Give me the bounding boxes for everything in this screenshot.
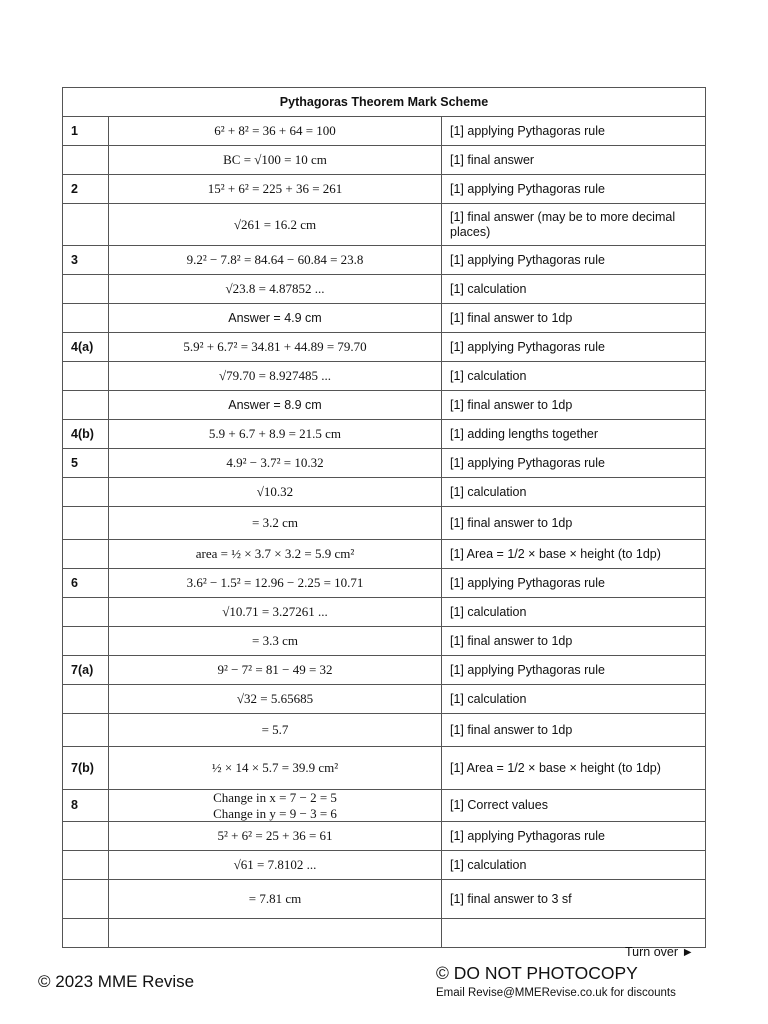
table-row — [63, 478, 706, 507]
working-cell: 6² + 8² = 36 + 64 = 100 — [109, 117, 442, 146]
mark-cell: [1] applying Pythagoras rule — [442, 656, 706, 685]
table-row — [63, 391, 706, 420]
mark-cell: [1] calculation — [442, 598, 706, 627]
question-number — [63, 714, 109, 747]
table-row — [63, 569, 706, 598]
working-cell: 9.2² − 7.8² = 84.64 − 60.84 = 23.8 — [109, 246, 442, 275]
mark-cell: [1] applying Pythagoras rule — [442, 117, 706, 146]
mark-cell: [1] applying Pythagoras rule — [442, 569, 706, 598]
table-row — [63, 304, 706, 333]
working-cell: 4.9² − 3.7² = 10.32 — [109, 449, 442, 478]
table-row — [63, 822, 706, 851]
mark-cell: [1] Area = 1/2 × base × height (to 1dp) — [442, 747, 706, 790]
mark-cell: [1] final answer to 1dp — [442, 304, 706, 333]
mark-cell: [1] final answer to 1dp — [442, 391, 706, 420]
working-cell: 3.6² − 1.5² = 12.96 − 2.25 = 10.71 — [109, 569, 442, 598]
mark-cell: [1] final answer to 1dp — [442, 507, 706, 540]
table-row — [63, 420, 706, 449]
table-row — [63, 598, 706, 627]
question-number: 4(b) — [63, 420, 109, 449]
working-cell — [109, 919, 442, 948]
working-cell: ½ × 14 × 5.7 = 39.9 cm² — [109, 747, 442, 790]
working-cell: Answer = 8.9 cm — [109, 391, 442, 420]
question-number: 8 — [63, 790, 109, 822]
question-number — [63, 598, 109, 627]
working-cell: BC = √100 = 10 cm — [109, 146, 442, 175]
question-number: 7(a) — [63, 656, 109, 685]
working-cell: area = ½ × 3.7 × 3.2 = 5.9 cm² — [109, 540, 442, 569]
working-cell: √61 = 7.8102 ... — [109, 851, 442, 880]
table-row — [63, 919, 706, 948]
mark-cell: [1] adding lengths together — [442, 420, 706, 449]
working-cell: √32 = 5.65685 — [109, 685, 442, 714]
working-cell: √10.71 = 3.27261 ... — [109, 598, 442, 627]
question-number — [63, 304, 109, 333]
question-number — [63, 391, 109, 420]
table-row — [63, 117, 706, 146]
question-number: 7(b) — [63, 747, 109, 790]
question-number — [63, 627, 109, 656]
table-row — [63, 627, 706, 656]
table-row — [63, 540, 706, 569]
question-number: 3 — [63, 246, 109, 275]
mark-scheme-table — [62, 87, 706, 948]
table-row — [63, 507, 706, 540]
working-cell: 5.9² + 6.7² = 34.81 + 44.89 = 79.70 — [109, 333, 442, 362]
table-row — [63, 880, 706, 919]
mark-cell: [1] calculation — [442, 362, 706, 391]
do-not-photocopy-notice: © DO NOT PHOTOCOPY — [436, 963, 638, 983]
working-cell: √23.8 = 4.87852 ... — [109, 275, 442, 304]
working-cell: Answer = 4.9 cm — [109, 304, 442, 333]
working-cell: √79.70 = 8.927485 ... — [109, 362, 442, 391]
working-cell: Change in x = 7 − 2 = 5 Change in y = 9 − 3 = 6 — [109, 790, 442, 822]
working-cell: = 7.81 cm — [109, 880, 442, 919]
mark-cell: [1] final answer (may be to more decimal places) — [442, 204, 706, 246]
table-row — [63, 656, 706, 685]
mark-cell: [1] applying Pythagoras rule — [442, 246, 706, 275]
working-cell: 5² + 6² = 25 + 36 = 61 — [109, 822, 442, 851]
working-cell: 9² − 7² = 81 − 49 = 32 — [109, 656, 442, 685]
table-row — [63, 747, 706, 790]
table-title-row — [63, 88, 706, 117]
question-number — [63, 507, 109, 540]
mark-cell: [1] final answer to 1dp — [442, 714, 706, 747]
table-row — [63, 246, 706, 275]
mark-cell: [1] calculation — [442, 478, 706, 507]
working-cell: 5.9 + 6.7 + 8.9 = 21.5 cm — [109, 420, 442, 449]
question-number: 1 — [63, 117, 109, 146]
mark-cell: [1] Correct values — [442, 790, 706, 822]
mark-cell: [1] calculation — [442, 275, 706, 304]
working-cell: = 3.3 cm — [109, 627, 442, 656]
table-title: Pythagoras Theorem Mark Scheme — [63, 88, 706, 117]
table-row — [63, 790, 706, 822]
mark-cell: [1] calculation — [442, 851, 706, 880]
mark-cell: [1] final answer to 3 sf — [442, 880, 706, 919]
working-cell: √261 = 16.2 cm — [109, 204, 442, 246]
mark-cell: [1] applying Pythagoras rule — [442, 449, 706, 478]
table-row — [63, 204, 706, 246]
table-row — [63, 685, 706, 714]
question-number — [63, 822, 109, 851]
discount-email-notice: Email Revise@MMERevise.co.uk for discounts — [436, 987, 676, 999]
working-cell: 15² + 6² = 225 + 36 = 261 — [109, 175, 442, 204]
table-row — [63, 333, 706, 362]
table-row — [63, 275, 706, 304]
question-number — [63, 540, 109, 569]
mark-cell: [1] calculation — [442, 685, 706, 714]
question-number: 4(a) — [63, 333, 109, 362]
copyright-notice: © 2023 MME Revise — [38, 972, 195, 991]
table-row — [63, 146, 706, 175]
table-row — [63, 714, 706, 747]
working-cell: = 5.7 — [109, 714, 442, 747]
question-number — [63, 146, 109, 175]
working-cell: √10.32 — [109, 478, 442, 507]
question-number — [63, 204, 109, 246]
mark-cell: [1] applying Pythagoras rule — [442, 822, 706, 851]
turn-over-label: Turn over ► — [625, 945, 694, 959]
question-number — [63, 362, 109, 391]
table-row — [63, 175, 706, 204]
question-number — [63, 880, 109, 919]
question-number — [63, 919, 109, 948]
question-number: 2 — [63, 175, 109, 204]
mark-cell: [1] Area = 1/2 × base × height (to 1dp) — [442, 540, 706, 569]
question-number — [63, 275, 109, 304]
mark-cell — [442, 919, 706, 948]
question-number — [63, 685, 109, 714]
table-row — [63, 362, 706, 391]
table-row — [63, 851, 706, 880]
table-row — [63, 449, 706, 478]
question-number: 5 — [63, 449, 109, 478]
question-number — [63, 851, 109, 880]
mark-cell: [1] applying Pythagoras rule — [442, 175, 706, 204]
mark-cell: [1] final answer — [442, 146, 706, 175]
mark-cell: [1] applying Pythagoras rule — [442, 333, 706, 362]
working-cell: = 3.2 cm — [109, 507, 442, 540]
question-number — [63, 478, 109, 507]
question-number: 6 — [63, 569, 109, 598]
mark-cell: [1] final answer to 1dp — [442, 627, 706, 656]
